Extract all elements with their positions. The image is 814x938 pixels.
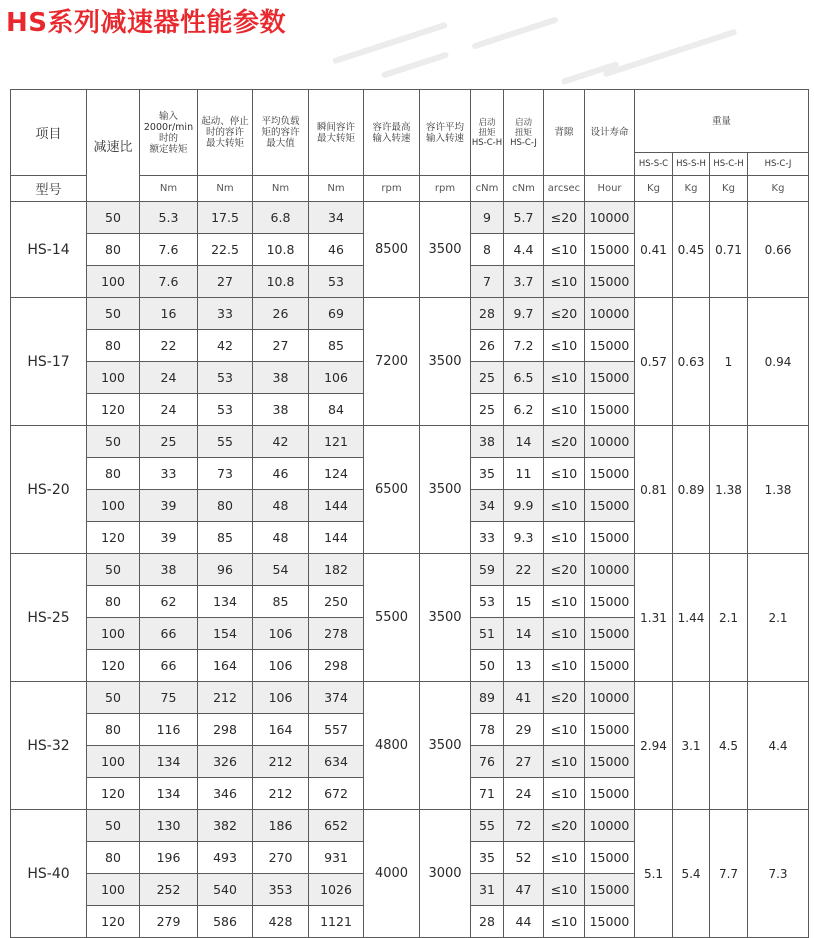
instant-torque-cell: 1121 bbox=[309, 906, 364, 938]
unit-cell: Kg bbox=[673, 176, 710, 202]
start-stop-torque-cell: 164 bbox=[198, 650, 253, 682]
weight-hs-s-c-cell: 5.1 bbox=[635, 810, 673, 938]
unit-cell: Kg bbox=[710, 176, 748, 202]
ratio-cell: 80 bbox=[87, 586, 140, 618]
max-input-speed-cell: 4800 bbox=[364, 682, 420, 810]
backlash-cell: ≤20 bbox=[544, 426, 585, 458]
table-row bbox=[11, 554, 809, 586]
rated-torque-cell: 33 bbox=[140, 458, 198, 490]
weight-hs-c-h-cell: 7.7 bbox=[710, 810, 748, 938]
design-life-cell: 15000 bbox=[585, 906, 635, 938]
start-torque-h-cell: 59 bbox=[471, 554, 504, 586]
weight-hs-s-h-cell: 5.4 bbox=[673, 810, 710, 938]
start-torque-h-cell: 35 bbox=[471, 842, 504, 874]
instant-torque-cell: 1026 bbox=[309, 874, 364, 906]
ratio-cell: 50 bbox=[87, 202, 140, 234]
rated-torque-cell: 5.3 bbox=[140, 202, 198, 234]
model-cell: HS-40 bbox=[11, 810, 87, 938]
weight-hs-c-h-cell: 4.5 bbox=[710, 682, 748, 810]
design-life-cell: 10000 bbox=[585, 682, 635, 714]
ratio-cell: 100 bbox=[87, 362, 140, 394]
start-torque-j-cell: 29 bbox=[504, 714, 544, 746]
rated-torque-cell: 62 bbox=[140, 586, 198, 618]
unit-cell: rpm bbox=[364, 176, 420, 202]
start-torque-j-cell: 13 bbox=[504, 650, 544, 682]
header-avg-load-torque: 平均负载 矩的容许 最大值 bbox=[253, 90, 309, 176]
ratio-cell: 100 bbox=[87, 490, 140, 522]
avg-load-torque-cell: 46 bbox=[253, 458, 309, 490]
instant-torque-cell: 634 bbox=[309, 746, 364, 778]
header-weight-hs-c-j: HS-C-J bbox=[748, 153, 809, 176]
rated-torque-cell: 134 bbox=[140, 746, 198, 778]
start-torque-j-cell: 7.2 bbox=[504, 330, 544, 362]
unit-cell: Nm bbox=[309, 176, 364, 202]
table-row bbox=[11, 426, 809, 458]
weight-hs-s-h-cell: 0.45 bbox=[673, 202, 710, 298]
backlash-cell: ≤10 bbox=[544, 714, 585, 746]
weight-hs-c-j-cell: 7.3 bbox=[748, 810, 809, 938]
header-row-1 bbox=[11, 90, 809, 153]
weight-hs-c-j-cell: 4.4 bbox=[748, 682, 809, 810]
design-life-cell: 10000 bbox=[585, 810, 635, 842]
backlash-cell: ≤10 bbox=[544, 618, 585, 650]
header-model: 型号 bbox=[11, 176, 87, 202]
instant-torque-cell: 106 bbox=[309, 362, 364, 394]
start-stop-torque-cell: 55 bbox=[198, 426, 253, 458]
start-torque-j-cell: 47 bbox=[504, 874, 544, 906]
header-item: 项目 bbox=[11, 90, 87, 176]
instant-torque-cell: 144 bbox=[309, 522, 364, 554]
rated-torque-cell: 130 bbox=[140, 810, 198, 842]
avg-load-torque-cell: 38 bbox=[253, 394, 309, 426]
avg-load-torque-cell: 38 bbox=[253, 362, 309, 394]
unit-cell: Kg bbox=[635, 176, 673, 202]
ratio-cell: 50 bbox=[87, 426, 140, 458]
instant-torque-cell: 34 bbox=[309, 202, 364, 234]
weight-hs-c-j-cell: 1.38 bbox=[748, 426, 809, 554]
instant-torque-cell: 374 bbox=[309, 682, 364, 714]
header-start-torque-j: 启动 扭矩 HS-C-J bbox=[504, 90, 544, 176]
start-torque-j-cell: 9.7 bbox=[504, 298, 544, 330]
ratio-cell: 100 bbox=[87, 874, 140, 906]
table-row bbox=[11, 298, 809, 330]
avg-load-torque-cell: 106 bbox=[253, 650, 309, 682]
rated-torque-cell: 279 bbox=[140, 906, 198, 938]
instant-torque-cell: 121 bbox=[309, 426, 364, 458]
start-torque-h-cell: 35 bbox=[471, 458, 504, 490]
instant-torque-cell: 250 bbox=[309, 586, 364, 618]
backlash-cell: ≤10 bbox=[544, 874, 585, 906]
avg-input-speed-cell: 3500 bbox=[420, 298, 471, 426]
design-life-cell: 10000 bbox=[585, 426, 635, 458]
weight-hs-c-h-cell: 1.38 bbox=[710, 426, 748, 554]
rated-torque-cell: 7.6 bbox=[140, 266, 198, 298]
start-torque-j-cell: 6.5 bbox=[504, 362, 544, 394]
weight-hs-s-c-cell: 0.41 bbox=[635, 202, 673, 298]
start-torque-j-cell: 15 bbox=[504, 586, 544, 618]
start-torque-j-cell: 14 bbox=[504, 426, 544, 458]
start-stop-torque-cell: 493 bbox=[198, 842, 253, 874]
ratio-cell: 120 bbox=[87, 522, 140, 554]
unit-cell: arcsec bbox=[544, 176, 585, 202]
start-torque-h-cell: 33 bbox=[471, 522, 504, 554]
max-input-speed-cell: 7200 bbox=[364, 298, 420, 426]
backlash-cell: ≤10 bbox=[544, 586, 585, 618]
backlash-cell: ≤20 bbox=[544, 202, 585, 234]
start-stop-torque-cell: 382 bbox=[198, 810, 253, 842]
header-start-torque-h: 启动 扭矩 HS-C-H bbox=[471, 90, 504, 176]
weight-hs-c-h-cell: 2.1 bbox=[710, 554, 748, 682]
weight-hs-c-j-cell: 0.94 bbox=[748, 298, 809, 426]
start-stop-torque-cell: 73 bbox=[198, 458, 253, 490]
max-input-speed-cell: 8500 bbox=[364, 202, 420, 298]
instant-torque-cell: 84 bbox=[309, 394, 364, 426]
header-start-stop-torque: 起动、停止 时的容许 最大转矩 bbox=[198, 90, 253, 176]
start-torque-h-cell: 38 bbox=[471, 426, 504, 458]
avg-load-torque-cell: 85 bbox=[253, 586, 309, 618]
avg-input-speed-cell: 3500 bbox=[420, 554, 471, 682]
ratio-cell: 80 bbox=[87, 458, 140, 490]
instant-torque-cell: 53 bbox=[309, 266, 364, 298]
rated-torque-cell: 7.6 bbox=[140, 234, 198, 266]
backlash-cell: ≤10 bbox=[544, 458, 585, 490]
start-stop-torque-cell: 80 bbox=[198, 490, 253, 522]
instant-torque-cell: 144 bbox=[309, 490, 364, 522]
avg-load-torque-cell: 26 bbox=[253, 298, 309, 330]
avg-load-torque-cell: 48 bbox=[253, 490, 309, 522]
avg-load-torque-cell: 6.8 bbox=[253, 202, 309, 234]
start-torque-h-cell: 71 bbox=[471, 778, 504, 810]
ratio-cell: 80 bbox=[87, 714, 140, 746]
max-input-speed-cell: 4000 bbox=[364, 810, 420, 938]
rated-torque-cell: 196 bbox=[140, 842, 198, 874]
start-torque-j-cell: 3.7 bbox=[504, 266, 544, 298]
start-torque-j-cell: 4.4 bbox=[504, 234, 544, 266]
start-torque-j-cell: 9.3 bbox=[504, 522, 544, 554]
header-weight: 重量 bbox=[635, 90, 809, 153]
header-backlash: 背隙 bbox=[544, 90, 585, 176]
header-weight-hs-c-h: HS-C-H bbox=[710, 153, 748, 176]
header-rated-torque: 输入 2000r/min 时的 额定转矩 bbox=[140, 90, 198, 176]
avg-load-torque-cell: 10.8 bbox=[253, 234, 309, 266]
model-cell: HS-20 bbox=[11, 426, 87, 554]
rated-torque-cell: 66 bbox=[140, 618, 198, 650]
start-stop-torque-cell: 212 bbox=[198, 682, 253, 714]
start-torque-j-cell: 72 bbox=[504, 810, 544, 842]
avg-load-torque-cell: 353 bbox=[253, 874, 309, 906]
start-torque-h-cell: 89 bbox=[471, 682, 504, 714]
avg-input-speed-cell: 3500 bbox=[420, 202, 471, 298]
avg-load-torque-cell: 428 bbox=[253, 906, 309, 938]
start-torque-h-cell: 53 bbox=[471, 586, 504, 618]
avg-load-torque-cell: 106 bbox=[253, 682, 309, 714]
unit-cell: rpm bbox=[420, 176, 471, 202]
max-input-speed-cell: 6500 bbox=[364, 426, 420, 554]
page-title: HS系列减速器性能参数 bbox=[6, 8, 286, 38]
avg-input-speed-cell: 3500 bbox=[420, 426, 471, 554]
design-life-cell: 15000 bbox=[585, 330, 635, 362]
start-torque-j-cell: 24 bbox=[504, 778, 544, 810]
design-life-cell: 15000 bbox=[585, 234, 635, 266]
start-stop-torque-cell: 27 bbox=[198, 266, 253, 298]
instant-torque-cell: 124 bbox=[309, 458, 364, 490]
instant-torque-cell: 672 bbox=[309, 778, 364, 810]
instant-torque-cell: 931 bbox=[309, 842, 364, 874]
start-torque-h-cell: 28 bbox=[471, 906, 504, 938]
design-life-cell: 15000 bbox=[585, 874, 635, 906]
weight-hs-s-c-cell: 0.81 bbox=[635, 426, 673, 554]
backlash-cell: ≤10 bbox=[544, 842, 585, 874]
start-torque-j-cell: 22 bbox=[504, 554, 544, 586]
rated-torque-cell: 16 bbox=[140, 298, 198, 330]
backlash-cell: ≤10 bbox=[544, 330, 585, 362]
instant-torque-cell: 182 bbox=[309, 554, 364, 586]
rated-torque-cell: 38 bbox=[140, 554, 198, 586]
start-torque-h-cell: 78 bbox=[471, 714, 504, 746]
start-torque-h-cell: 7 bbox=[471, 266, 504, 298]
start-stop-torque-cell: 346 bbox=[198, 778, 253, 810]
start-stop-torque-cell: 42 bbox=[198, 330, 253, 362]
rated-torque-cell: 22 bbox=[140, 330, 198, 362]
start-stop-torque-cell: 17.5 bbox=[198, 202, 253, 234]
start-torque-j-cell: 27 bbox=[504, 746, 544, 778]
design-life-cell: 15000 bbox=[585, 650, 635, 682]
start-stop-torque-cell: 298 bbox=[198, 714, 253, 746]
instant-torque-cell: 557 bbox=[309, 714, 364, 746]
backlash-cell: ≤20 bbox=[544, 810, 585, 842]
design-life-cell: 15000 bbox=[585, 394, 635, 426]
backlash-cell: ≤20 bbox=[544, 682, 585, 714]
ratio-cell: 100 bbox=[87, 746, 140, 778]
start-stop-torque-cell: 85 bbox=[198, 522, 253, 554]
header-ratio: 减速比 bbox=[87, 90, 140, 202]
start-torque-j-cell: 44 bbox=[504, 906, 544, 938]
backlash-cell: ≤20 bbox=[544, 554, 585, 586]
ratio-cell: 120 bbox=[87, 650, 140, 682]
weight-hs-s-h-cell: 0.63 bbox=[673, 298, 710, 426]
start-stop-torque-cell: 586 bbox=[198, 906, 253, 938]
start-torque-h-cell: 31 bbox=[471, 874, 504, 906]
design-life-cell: 15000 bbox=[585, 842, 635, 874]
avg-load-torque-cell: 164 bbox=[253, 714, 309, 746]
start-stop-torque-cell: 326 bbox=[198, 746, 253, 778]
backlash-cell: ≤10 bbox=[544, 234, 585, 266]
design-life-cell: 10000 bbox=[585, 202, 635, 234]
weight-hs-s-c-cell: 1.31 bbox=[635, 554, 673, 682]
spec-table bbox=[10, 89, 809, 938]
start-torque-h-cell: 28 bbox=[471, 298, 504, 330]
model-cell: HS-14 bbox=[11, 202, 87, 298]
ratio-cell: 50 bbox=[87, 682, 140, 714]
start-torque-h-cell: 76 bbox=[471, 746, 504, 778]
start-stop-torque-cell: 53 bbox=[198, 362, 253, 394]
instant-torque-cell: 278 bbox=[309, 618, 364, 650]
header-instant-torque: 瞬间容许 最大转矩 bbox=[309, 90, 364, 176]
instant-torque-cell: 46 bbox=[309, 234, 364, 266]
start-torque-j-cell: 11 bbox=[504, 458, 544, 490]
rated-torque-cell: 25 bbox=[140, 426, 198, 458]
rated-torque-cell: 116 bbox=[140, 714, 198, 746]
design-life-cell: 15000 bbox=[585, 778, 635, 810]
start-torque-h-cell: 51 bbox=[471, 618, 504, 650]
header-weight-hs-s-h: HS-S-H bbox=[673, 153, 710, 176]
design-life-cell: 15000 bbox=[585, 746, 635, 778]
start-stop-torque-cell: 33 bbox=[198, 298, 253, 330]
header-design-life: 设计寿命 bbox=[585, 90, 635, 176]
design-life-cell: 15000 bbox=[585, 714, 635, 746]
weight-hs-s-c-cell: 0.57 bbox=[635, 298, 673, 426]
start-torque-j-cell: 52 bbox=[504, 842, 544, 874]
ratio-cell: 50 bbox=[87, 554, 140, 586]
backlash-cell: ≤10 bbox=[544, 362, 585, 394]
ratio-cell: 100 bbox=[87, 266, 140, 298]
avg-load-torque-cell: 48 bbox=[253, 522, 309, 554]
ratio-cell: 120 bbox=[87, 906, 140, 938]
ratio-cell: 120 bbox=[87, 394, 140, 426]
weight-hs-s-h-cell: 1.44 bbox=[673, 554, 710, 682]
model-cell: HS-32 bbox=[11, 682, 87, 810]
backlash-cell: ≤10 bbox=[544, 746, 585, 778]
weight-hs-c-h-cell: 1 bbox=[710, 298, 748, 426]
start-stop-torque-cell: 53 bbox=[198, 394, 253, 426]
weight-hs-c-h-cell: 0.71 bbox=[710, 202, 748, 298]
design-life-cell: 15000 bbox=[585, 618, 635, 650]
ratio-cell: 100 bbox=[87, 618, 140, 650]
backlash-cell: ≤20 bbox=[544, 298, 585, 330]
start-stop-torque-cell: 96 bbox=[198, 554, 253, 586]
avg-load-torque-cell: 106 bbox=[253, 618, 309, 650]
backlash-cell: ≤10 bbox=[544, 650, 585, 682]
instant-torque-cell: 652 bbox=[309, 810, 364, 842]
design-life-cell: 15000 bbox=[585, 490, 635, 522]
unit-cell: Nm bbox=[140, 176, 198, 202]
design-life-cell: 15000 bbox=[585, 266, 635, 298]
avg-load-torque-cell: 42 bbox=[253, 426, 309, 458]
start-torque-h-cell: 26 bbox=[471, 330, 504, 362]
avg-load-torque-cell: 54 bbox=[253, 554, 309, 586]
header-avg-input-speed: 容许平均 输入转速 bbox=[420, 90, 471, 176]
rated-torque-cell: 134 bbox=[140, 778, 198, 810]
rated-torque-cell: 39 bbox=[140, 522, 198, 554]
start-torque-h-cell: 9 bbox=[471, 202, 504, 234]
max-input-speed-cell: 5500 bbox=[364, 554, 420, 682]
start-torque-h-cell: 50 bbox=[471, 650, 504, 682]
start-torque-h-cell: 8 bbox=[471, 234, 504, 266]
avg-input-speed-cell: 3500 bbox=[420, 682, 471, 810]
unit-cell: Nm bbox=[198, 176, 253, 202]
ratio-cell: 80 bbox=[87, 330, 140, 362]
design-life-cell: 15000 bbox=[585, 586, 635, 618]
avg-load-torque-cell: 270 bbox=[253, 842, 309, 874]
design-life-cell: 10000 bbox=[585, 298, 635, 330]
instant-torque-cell: 298 bbox=[309, 650, 364, 682]
header-weight-hs-s-c: HS-S-C bbox=[635, 153, 673, 176]
start-torque-h-cell: 25 bbox=[471, 394, 504, 426]
model-cell: HS-25 bbox=[11, 554, 87, 682]
backlash-cell: ≤10 bbox=[544, 906, 585, 938]
start-torque-j-cell: 41 bbox=[504, 682, 544, 714]
start-torque-j-cell: 9.9 bbox=[504, 490, 544, 522]
rated-torque-cell: 252 bbox=[140, 874, 198, 906]
backlash-cell: ≤10 bbox=[544, 266, 585, 298]
start-stop-torque-cell: 22.5 bbox=[198, 234, 253, 266]
weight-hs-s-h-cell: 0.89 bbox=[673, 426, 710, 554]
start-torque-h-cell: 34 bbox=[471, 490, 504, 522]
start-torque-h-cell: 25 bbox=[471, 362, 504, 394]
backlash-cell: ≤10 bbox=[544, 522, 585, 554]
ratio-cell: 50 bbox=[87, 810, 140, 842]
rated-torque-cell: 75 bbox=[140, 682, 198, 714]
unit-cell: Nm bbox=[253, 176, 309, 202]
table-row bbox=[11, 810, 809, 842]
avg-load-torque-cell: 186 bbox=[253, 810, 309, 842]
start-stop-torque-cell: 134 bbox=[198, 586, 253, 618]
unit-cell: Kg bbox=[748, 176, 809, 202]
start-stop-torque-cell: 154 bbox=[198, 618, 253, 650]
table-row bbox=[11, 202, 809, 234]
design-life-cell: 10000 bbox=[585, 554, 635, 586]
weight-hs-s-c-cell: 2.94 bbox=[635, 682, 673, 810]
rated-torque-cell: 66 bbox=[140, 650, 198, 682]
instant-torque-cell: 85 bbox=[309, 330, 364, 362]
ratio-cell: 50 bbox=[87, 298, 140, 330]
weight-hs-c-j-cell: 0.66 bbox=[748, 202, 809, 298]
ratio-cell: 120 bbox=[87, 778, 140, 810]
design-life-cell: 15000 bbox=[585, 522, 635, 554]
weight-hs-s-h-cell: 3.1 bbox=[673, 682, 710, 810]
start-torque-j-cell: 5.7 bbox=[504, 202, 544, 234]
start-torque-j-cell: 14 bbox=[504, 618, 544, 650]
ratio-cell: 80 bbox=[87, 842, 140, 874]
weight-hs-c-j-cell: 2.1 bbox=[748, 554, 809, 682]
avg-load-torque-cell: 10.8 bbox=[253, 266, 309, 298]
model-cell: HS-17 bbox=[11, 298, 87, 426]
instant-torque-cell: 69 bbox=[309, 298, 364, 330]
table-row bbox=[11, 682, 809, 714]
backlash-cell: ≤10 bbox=[544, 394, 585, 426]
backlash-cell: ≤10 bbox=[544, 778, 585, 810]
avg-load-torque-cell: 212 bbox=[253, 746, 309, 778]
design-life-cell: 15000 bbox=[585, 362, 635, 394]
rated-torque-cell: 24 bbox=[140, 394, 198, 426]
spec-table-body bbox=[11, 202, 809, 938]
rated-torque-cell: 39 bbox=[140, 490, 198, 522]
rated-torque-cell: 24 bbox=[140, 362, 198, 394]
unit-cell: cNm bbox=[471, 176, 504, 202]
ratio-cell: 80 bbox=[87, 234, 140, 266]
avg-load-torque-cell: 27 bbox=[253, 330, 309, 362]
header-max-input-speed: 容许最高 输入转速 bbox=[364, 90, 420, 176]
backlash-cell: ≤10 bbox=[544, 490, 585, 522]
start-torque-h-cell: 55 bbox=[471, 810, 504, 842]
avg-input-speed-cell: 3000 bbox=[420, 810, 471, 938]
start-torque-j-cell: 6.2 bbox=[504, 394, 544, 426]
avg-load-torque-cell: 212 bbox=[253, 778, 309, 810]
unit-cell: Hour bbox=[585, 176, 635, 202]
start-stop-torque-cell: 540 bbox=[198, 874, 253, 906]
design-life-cell: 15000 bbox=[585, 458, 635, 490]
unit-cell: cNm bbox=[504, 176, 544, 202]
